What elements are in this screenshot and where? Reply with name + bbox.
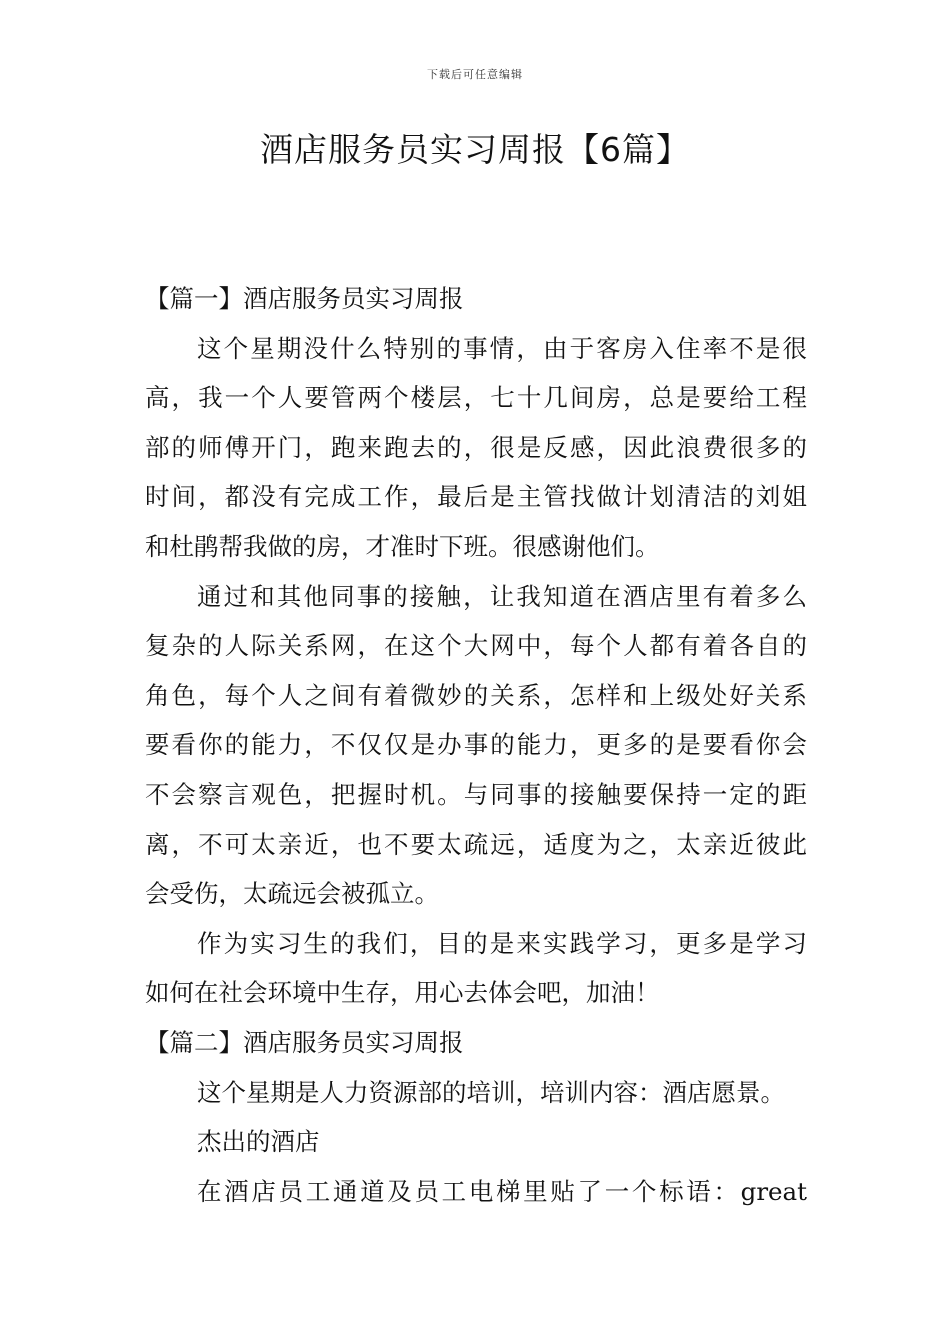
paragraph-line: 作为实习生的我们，目的是来实践学习，更多是学习 xyxy=(197,928,807,958)
paragraph-line: 杰出的酒店 xyxy=(197,1127,320,1157)
paragraph-line: 部的师傅开门，跑来跑去的，很是反感，因此浪费很多的 xyxy=(145,432,807,462)
paragraph-line: 通过和其他同事的接触，让我知道在酒店里有着多么 xyxy=(197,581,807,611)
paragraph-line: 复杂的人际关系网，在这个大网中，每个人都有着各自的 xyxy=(145,631,807,661)
paragraph-line: 如何在社会环境中生存，用心去体会吧，加油！ xyxy=(145,978,660,1008)
paragraph-line: 角色，每个人之间有着微妙的关系，怎样和上级处好关系 xyxy=(145,680,807,710)
paragraph-line: 这个星期没什么特别的事情，由于客房入住率不是很 xyxy=(197,333,807,363)
paragraph-line: 高，我一个人要管两个楼层，七十几间房，总是要给工程 xyxy=(145,383,807,413)
paragraph-line: 时间，都没有完成工作，最后是主管找做计划清洁的刘姐 xyxy=(145,482,807,512)
section-2-body xyxy=(145,1068,807,1217)
document-title: 酒店服务员实习周报【6篇】 xyxy=(260,130,690,169)
section-heading-2: 【篇二】酒店服务员实习周报 xyxy=(145,1027,464,1057)
paragraph-3 xyxy=(145,919,807,1018)
paragraph-line: 和杜鹃帮我做的房，才准时下班。很感谢他们。 xyxy=(145,531,660,561)
paragraph-line: 会受伤，太疏远会被孤立。 xyxy=(145,879,439,909)
page-header-note: 下载后可任意编辑 xyxy=(427,68,523,81)
paragraph-line: 离，不可太亲近，也不要太疏远，适度为之，太亲近彼此 xyxy=(145,829,807,859)
paragraph-1 xyxy=(145,324,807,572)
section-heading-1: 【篇一】酒店服务员实习周报 xyxy=(145,284,464,313)
paragraph-line: 在酒店员工通道及员工电梯里贴了一个标语：great xyxy=(197,1176,807,1206)
paragraph-line: 这个星期是人力资源部的培训，培训内容：酒店愿景。 xyxy=(197,1077,785,1107)
paragraph-line: 不会察言观色，把握时机。与同事的接触要保持一定的距 xyxy=(145,779,807,809)
paragraph-2 xyxy=(145,572,807,919)
document-body xyxy=(145,274,807,1216)
paragraph-line: 要看你的能力，不仅仅是办事的能力，更多的是要看你会 xyxy=(145,730,807,760)
